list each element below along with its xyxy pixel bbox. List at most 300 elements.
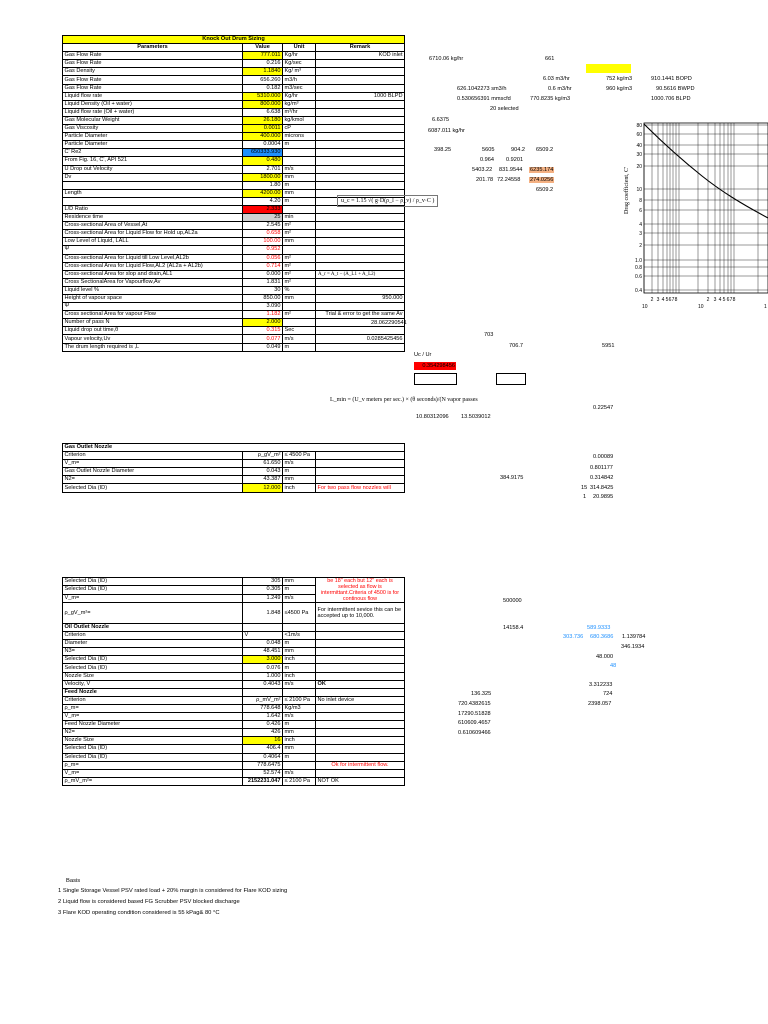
table-row [63,476,405,484]
unit-cell: m² [283,262,316,270]
unit-cell [283,205,316,213]
remark-cell [316,149,405,157]
remark-cell: KOD inlet [316,52,405,60]
y-tick-label: 10 [636,187,642,193]
remark-cell [316,214,405,222]
remark-cell [316,262,405,270]
unit-cell: m/s [283,769,316,777]
side-r5: 15 [581,485,588,491]
side-c3: 960 kg/m3 [606,86,633,92]
param-cell: N2= [63,476,243,484]
param-cell: Selected Dia (ID) [63,578,243,586]
value-cell: 4.20 [243,197,283,205]
remark-cell [316,672,405,680]
unit-cell: mm [283,745,316,753]
unit-cell: kg/m³ [283,100,316,108]
param-cell: Selected Dia (ID) [63,753,243,761]
basis-item-1: 1 Single Storage Vessel PSV rated load + 20% margin is considered for Flare KOD sizing [58,888,288,894]
param-cell: ρ_m= [63,704,243,712]
side-u6: 17290.51828 [458,711,491,717]
value-cell: 0.049 [243,343,283,351]
param-cell: Cross SectionalArea for Vapourflow,Av [63,278,243,286]
side-r1: 0.00089 [593,454,614,460]
unit-cell: cP [283,125,316,133]
side-u7: 610609.4657 [458,720,491,726]
value-cell: 0.0011 [243,125,283,133]
remark-cell [316,108,405,116]
side-t2: 589.9333 [587,625,611,631]
side-r7: 1 [583,494,587,500]
unit-cell [283,319,316,327]
nozzle-sizing-table [62,577,405,786]
side-k1: 201.78 [476,177,494,183]
value-cell: 0.4064 [243,753,283,761]
remark-cell [316,165,405,173]
y-tick-label: 0.4 [635,288,642,294]
param-cell: V_m= [63,769,243,777]
param-cell [63,197,243,205]
value-cell [243,624,283,632]
param-cell: Velocity, V [63,680,243,688]
unit-cell: <1m/s [283,632,316,640]
remark-cell [316,664,405,672]
side-q2: 13.5039012 [461,414,491,420]
remark-cell [316,68,405,76]
basis-title: Basis [66,878,81,884]
value-cell: 2.000 [243,319,283,327]
knockout-drum-sizing-table [62,35,405,352]
remark-cell [316,343,405,351]
value-cell: 650333.930 [243,149,283,157]
remark-cell [316,729,405,737]
side-r3: 384.9175 [500,475,524,481]
table-row [63,311,405,319]
table-row [63,672,405,680]
drag-curve [644,124,768,218]
side-t6: 346.1934 [621,644,645,650]
table-row [63,737,405,745]
table-row [63,656,405,664]
param-cell: Nozzle Size [63,672,243,680]
side-o1: 706.7 [509,343,523,349]
unit-cell: m/s [283,335,316,343]
value-cell: 426 [243,729,283,737]
param-cell: V_m= [63,713,243,721]
unit-cell: m [283,753,316,761]
unit-cell: m [283,721,316,729]
unit-cell: mm [283,295,316,303]
side-j3: 6235.174 [530,167,554,173]
value-cell: 0.076 [243,664,283,672]
table-row [63,165,405,173]
param-cell: Cross sectional Area for vapour Flow [63,311,243,319]
unit-cell [283,688,316,696]
unit-cell: m² [283,270,316,278]
remark-cell [316,173,405,181]
value-cell: 100.00 [243,238,283,246]
y-tick-label: 40 [636,143,642,149]
param-cell: Criterion [63,452,243,460]
param-cell: Cross-sectional Area for Liquid Flow for Hold up,AL2a [63,230,243,238]
remark-cell [316,238,405,246]
param-cell: Liquid flow rate (Oil + water) [63,108,243,116]
table-row [63,632,405,640]
remark-cell [316,181,405,189]
remark-cell [316,141,405,149]
side-s1: 500000 [503,598,522,604]
y-tick-label: 80 [636,123,642,129]
table-row [63,214,405,222]
y-tick-label: 0.8 [635,265,642,271]
unit-cell: mm [283,238,316,246]
value-cell: 0.0004 [243,141,283,149]
side-u2: 136.325 [471,691,492,697]
table-row [63,125,405,133]
table-row [63,688,405,696]
remark-cell [316,476,405,484]
value-cell: 1.642 [243,713,283,721]
remark-cell [316,632,405,640]
unit-cell: m [283,141,316,149]
x-tick-label: 4 [718,297,722,303]
param-cell: Particle Diameter [63,133,243,141]
value-cell: 2152231.047 [243,777,283,785]
unit-cell: m3/h [283,76,316,84]
unit-cell: m/s [283,680,316,688]
unit-cell [283,149,316,157]
table-row [63,696,405,704]
param-cell: Number of pass N [63,319,243,327]
value-cell: 1.249 [243,594,283,602]
value-cell: 0.048 [243,640,283,648]
side-u3: 724 [603,691,613,697]
table-row [63,468,405,476]
unit-cell: ≤4500 Pa [283,603,316,624]
remark-cell [316,624,405,632]
value-cell: 406.4 [243,745,283,753]
param-cell: Selected Dia (ID) [63,656,243,664]
side-a1: 6710.06 kg/hr [429,56,464,62]
side-o2: 5951 [602,343,615,349]
remark-cell [316,222,405,230]
value-cell: 0.056 [243,254,283,262]
x-tick-label: 8 [732,297,736,303]
value-cell: 26.180 [243,116,283,124]
side-u4: 720.4382615 [458,701,491,707]
unit-cell: ≤ 2100 Pa [283,777,316,785]
ar-formula: A_r = A_t − (A_L1 + A_L2) [318,272,376,277]
param-cell: Oil Outlet Nozzle [63,624,243,632]
table-row [63,76,405,84]
x-tick-label: 6 [668,297,672,303]
remark-cell [316,769,405,777]
y-tick-label: 60 [636,132,642,138]
value-cell: 4200.00 [243,189,283,197]
sheet-title: Knock Out Drum Sizing [63,36,405,44]
unit-cell: m [283,181,316,189]
value-cell: 0.182 [243,84,283,92]
remark-cell [316,452,405,460]
param-cell: Nozzle Size [63,737,243,745]
table-row [63,181,405,189]
param-cell: Gas Viscosity [63,125,243,133]
param-cell [63,181,243,189]
side-c1: 626.1042273 sm3/h [457,86,507,92]
param-cell: N2= [63,729,243,737]
remark-cell [316,246,405,254]
param-cell: Cross-sectional Area of Vessel,At [63,222,243,230]
side-e1: 20 selected [490,106,519,112]
side-r2: 0.801177 [590,465,613,471]
table-row [63,648,405,656]
remark-cell [316,76,405,84]
param-cell: Gas Outlet Nozzle Diameter [63,468,243,476]
unit-cell: m [283,343,316,351]
value-cell: 1.831 [243,278,283,286]
value-cell: 1.1840 [243,68,283,76]
gas-outlet-title: Gas Outlet Nozzle [63,444,405,452]
table-row [63,100,405,108]
basis-item-3: 3 Flare KOD operating condition considered is 55 kPag& 80 °C [58,910,220,916]
param-cell: Gas Flow Rate [63,60,243,68]
param-cell: Selected Dia (ID) [63,586,243,594]
y-tick-label: 6 [639,208,642,214]
param-cell: Gas Flow Rate [63,52,243,60]
side-j1: 5403.22 [472,167,493,173]
param-cell: Gas Flow Rate [63,76,243,84]
side-d1: 0.530656391 mmscfd [457,96,511,102]
remark-cell [316,745,405,753]
value-cell: 48.451 [243,648,283,656]
table-row [63,238,405,246]
remark-cell [316,753,405,761]
unit-cell: kg/kmol [283,116,316,124]
unit-cell: mm [283,648,316,656]
unit-cell: ≤ 2100 Pa [283,696,316,704]
value-cell: 0.952 [243,246,283,254]
y-axis-label: Drag coefficient, C' [624,166,630,214]
side-t5: 1.139784 [622,634,646,640]
remark-cell: Trial & error to get the same Av [316,311,405,319]
unit-cell [283,761,316,769]
unit-cell: inch [283,672,316,680]
header-value: Value [243,44,283,52]
unit-cell: m [283,640,316,648]
remark-cell: 950.000 [316,295,405,303]
drag-coefficient-chart-svg [622,120,768,310]
y-tick-label: 1.0 [635,258,642,264]
unit-cell: mm [283,578,316,586]
value-cell: 0.714 [243,262,283,270]
table-row [63,452,405,460]
value-cell: 0.658 [243,230,283,238]
table-row [63,68,405,76]
value-cell: 778.6475 [243,761,283,769]
value-cell: 800.000 [243,100,283,108]
side-a2: 661 [545,56,555,62]
remark-cell [316,125,405,133]
param-cell: Particle Diameter [63,141,243,149]
side-p1: 0.22547 [593,405,614,411]
remark-cell: 1000 BLPD [316,92,405,100]
unit-cell: m² [283,230,316,238]
header-parameters: Parameters [63,44,243,52]
value-cell: 0.305 [243,586,283,594]
remark-cell [316,648,405,656]
unit-cell: m [283,197,316,205]
unit-cell: m3/sec [283,84,316,92]
param-cell: Cross-sectional Area for Liquid Flow,AL2 (AL2a + AL2b) [63,262,243,270]
unit-cell: m/s [283,713,316,721]
basis-item-2: 2 Liquid flow is considered based FG Scrubber PSV blocked discharge [58,899,240,905]
value-cell: 1.000 [243,672,283,680]
param-cell: Selected Dia (ID) [63,745,243,753]
unit-cell: microns [283,133,316,141]
side-d3: 1000.706 BLPD [651,96,691,102]
unit-cell [283,246,316,254]
remark-cell: OK [316,680,405,688]
unit-cell: m² [283,278,316,286]
side-q1: 10.80312096 [416,414,449,420]
x-tick-label: 2 [650,297,654,303]
side-b1: 6.03 m3/hr [543,76,570,82]
table-row [63,108,405,116]
table-row [63,173,405,181]
param-cell: Liquid Density (Oil + water) [63,100,243,108]
param-cell: Residence time [63,214,243,222]
x-tick-label: 2 [706,297,710,303]
remark-cell: For intermittent sevice this can be accepted up to 10,000. [316,603,405,624]
param-cell: Dv [63,173,243,181]
param-cell: Liquid flow rate [63,92,243,100]
remark-cell [316,713,405,721]
value-cell: 0.000 [243,270,283,278]
remark-cell: 0.0285425456 [316,335,405,343]
table-row [63,624,405,632]
param-cell: Gas Molecular Weight [63,116,243,124]
side-m1: 28.062290541 [371,320,407,326]
unit-cell: min [283,214,316,222]
param-cell: U Drop out Velocity [63,165,243,173]
value-cell: 43.387 [243,476,283,484]
x-tick-label: 5 [722,297,726,303]
value-cell [243,688,283,696]
remark-cell [316,100,405,108]
table-row [63,295,405,303]
table-row [63,704,405,712]
x-tick-label: 3 [713,297,717,303]
side-l1: 6509.2 [536,187,554,193]
remark-cell [316,230,405,238]
unit-cell: mm [283,189,316,197]
value-cell: 0.077 [243,335,283,343]
value-cell: 2.333 [243,205,283,213]
red-value: 0.354298456 [414,362,456,370]
unit-cell: Kg/ m³ [283,68,316,76]
unit-cell: m [283,586,316,594]
table-row [63,116,405,124]
value-cell: 5310.000 [243,92,283,100]
table-row [63,729,405,737]
y-tick-label: 8 [639,198,642,204]
param-cell: Criterion [63,632,243,640]
table-row [63,84,405,92]
value-cell: ρ_gV_m² [243,452,283,460]
param-cell: Gas Density [63,68,243,76]
gas-outlet-nozzle-table [62,443,405,493]
value-cell: 1800.00 [243,173,283,181]
table-row [63,460,405,468]
remark-cell [316,704,405,712]
lmin-formula: L_min = (U_v meters per sec.) × (θ seconds)/(N vapor passes [330,397,478,403]
side-t1: 14158.4 [503,625,524,631]
side-t8: 48 [610,663,617,669]
param-cell: Feed Nozzle Diameter [63,721,243,729]
table-row [63,278,405,286]
value-cell: 850.00 [243,295,283,303]
unit-cell: inch [283,484,316,492]
table-row [63,319,405,327]
unit-cell: m² [283,254,316,262]
remark-cell [316,721,405,729]
remark-cell: No inlet device [316,696,405,704]
param-cell: From Fig. 16, C', API 521 [63,157,243,165]
param-cell: Gas Flow Rate [63,84,243,92]
unit-cell: mm [283,729,316,737]
side-k2: 72.24558 [497,177,521,183]
side-r4: 0.314842 [590,475,614,481]
value-cell: 6.638 [243,108,283,116]
unit-cell: m/s [283,594,316,602]
unit-cell: Kg/sec [283,60,316,68]
remark-cell [316,157,405,165]
value-cell: 0.426 [243,721,283,729]
table-row [63,92,405,100]
x-tick-label: 5 [665,297,669,303]
table-row [63,745,405,753]
param-cell: Selected Dia (ID) [63,484,243,492]
value-cell: 12.000 [243,484,283,492]
remark-cell [316,116,405,124]
remark-cell [316,460,405,468]
unit-cell: m [283,468,316,476]
table-row [63,578,405,586]
y-tick-label: 20 [636,164,642,170]
unit-cell: % [283,286,316,294]
table-row [63,761,405,769]
value-cell: 0.216 [243,60,283,68]
table-row [63,343,405,351]
table-row [63,713,405,721]
table-row [63,603,405,624]
unit-cell: ≤ 4500 Pa [283,452,316,460]
side-i1: 0.964 [480,157,494,163]
table-row [63,262,405,270]
param-cell: ρ_gV_m²= [63,603,243,624]
drag-coefficient-chart [622,120,768,310]
remark-cell: For two pass flow nozzles will [316,484,405,492]
x-tick-label: 8 [674,297,678,303]
table-row [63,52,405,60]
y-tick-label: 2 [639,243,642,249]
remark-cell: Ok for intermittent flow. [316,761,405,769]
side-i2: 0.9201 [506,157,524,163]
remark-cell [316,468,405,476]
param-cell: Height of vapour space [63,295,243,303]
value-cell: 2.701 [243,165,283,173]
side-h4: 6509.2 [536,147,554,153]
remark-cell [316,286,405,294]
